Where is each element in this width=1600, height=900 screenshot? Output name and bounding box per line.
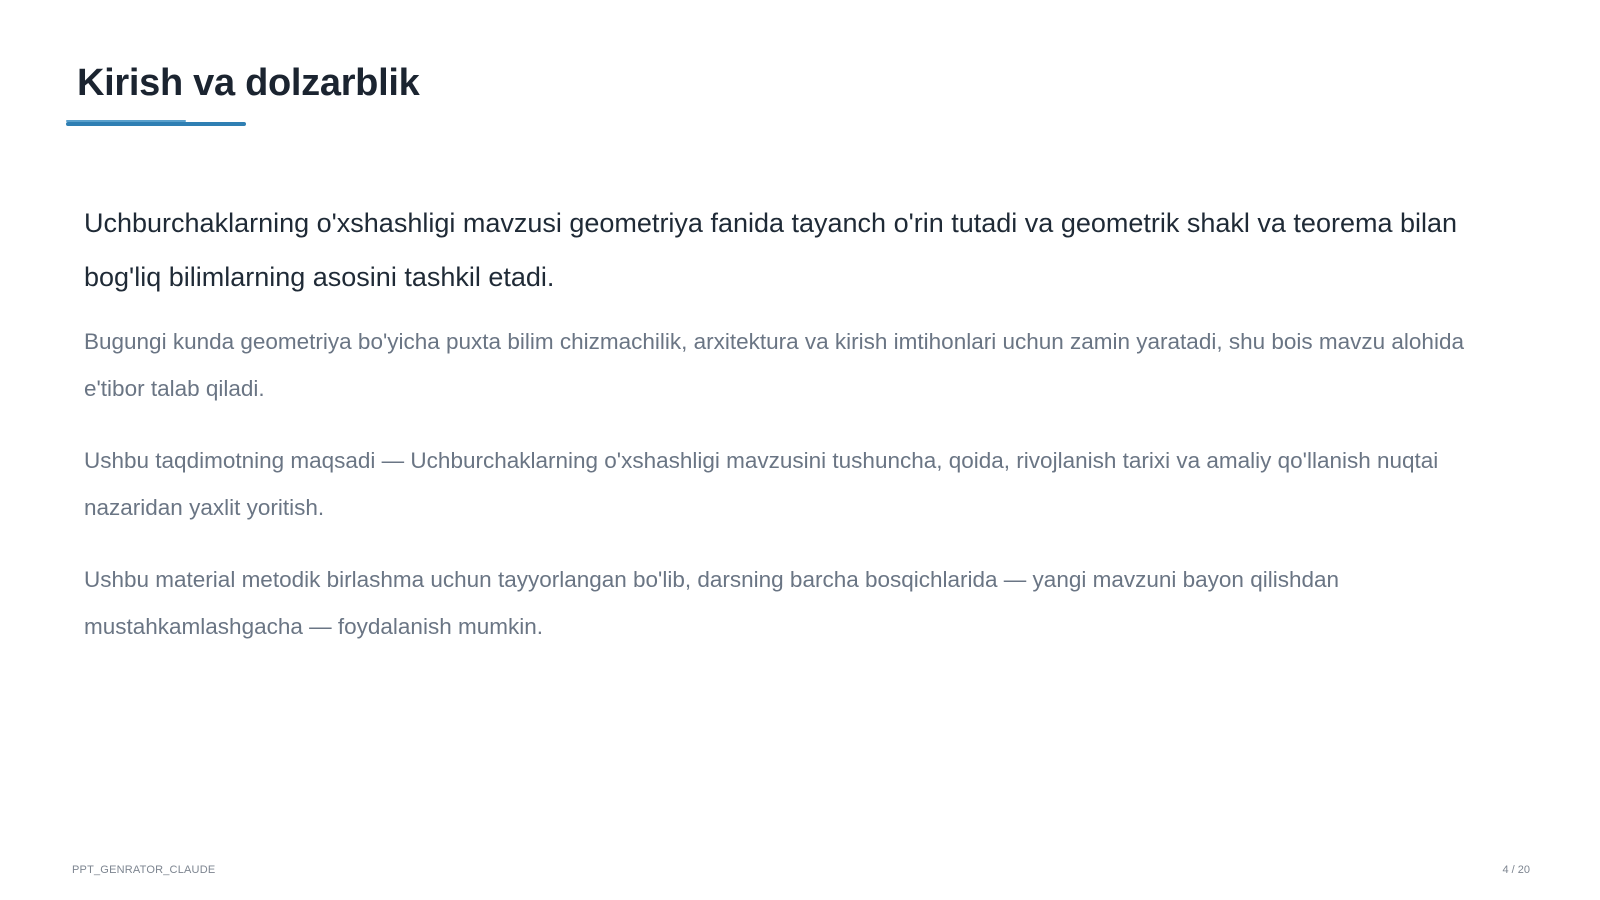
footer-brand: PPT_GENRATOR_CLAUDE: [72, 864, 216, 876]
title-underline-accent: [66, 120, 186, 122]
body-paragraph-2: Ushbu taqdimotning maqsadi — Uchburchaklarning o'xshashligi mavzusini tushuncha, qoida, rivojlanish tarixi va amaliy qo'llanish nuqtai nazaridan yaxlit yoritish.: [84, 448, 1439, 520]
body-paragraph-3: Ushbu material metodik birlashma uchun tayyorlangan bo'lib, darsning barcha bosqichlarida — yangi mavzuni bayon qilishdan mustahkamlashgacha — foydalanish mumkin.: [84, 567, 1340, 639]
title-underline: [66, 122, 246, 126]
page-indicator: 4 / 20: [1502, 864, 1530, 876]
body-paragraph-1: Bugungi kunda geometriya bo'yicha puxta bilim chizmachilik, arxitektura va kirish imtihonlari uchun zamin yaratadi, shu bois mavzu alohida e'tibor talab qiladi.: [84, 329, 1464, 401]
slide-title: Kirish va dolzarblik: [77, 62, 420, 104]
lead-paragraph: Uchburchaklarning o'xshashligi mavzusi geometriya fanida tayanch o'rin tutadi va geometrik shakl va teorema bilan bog'liq bilimlarning asosini tashkil etadi.: [84, 208, 1458, 292]
slide-content: [84, 196, 1504, 675]
